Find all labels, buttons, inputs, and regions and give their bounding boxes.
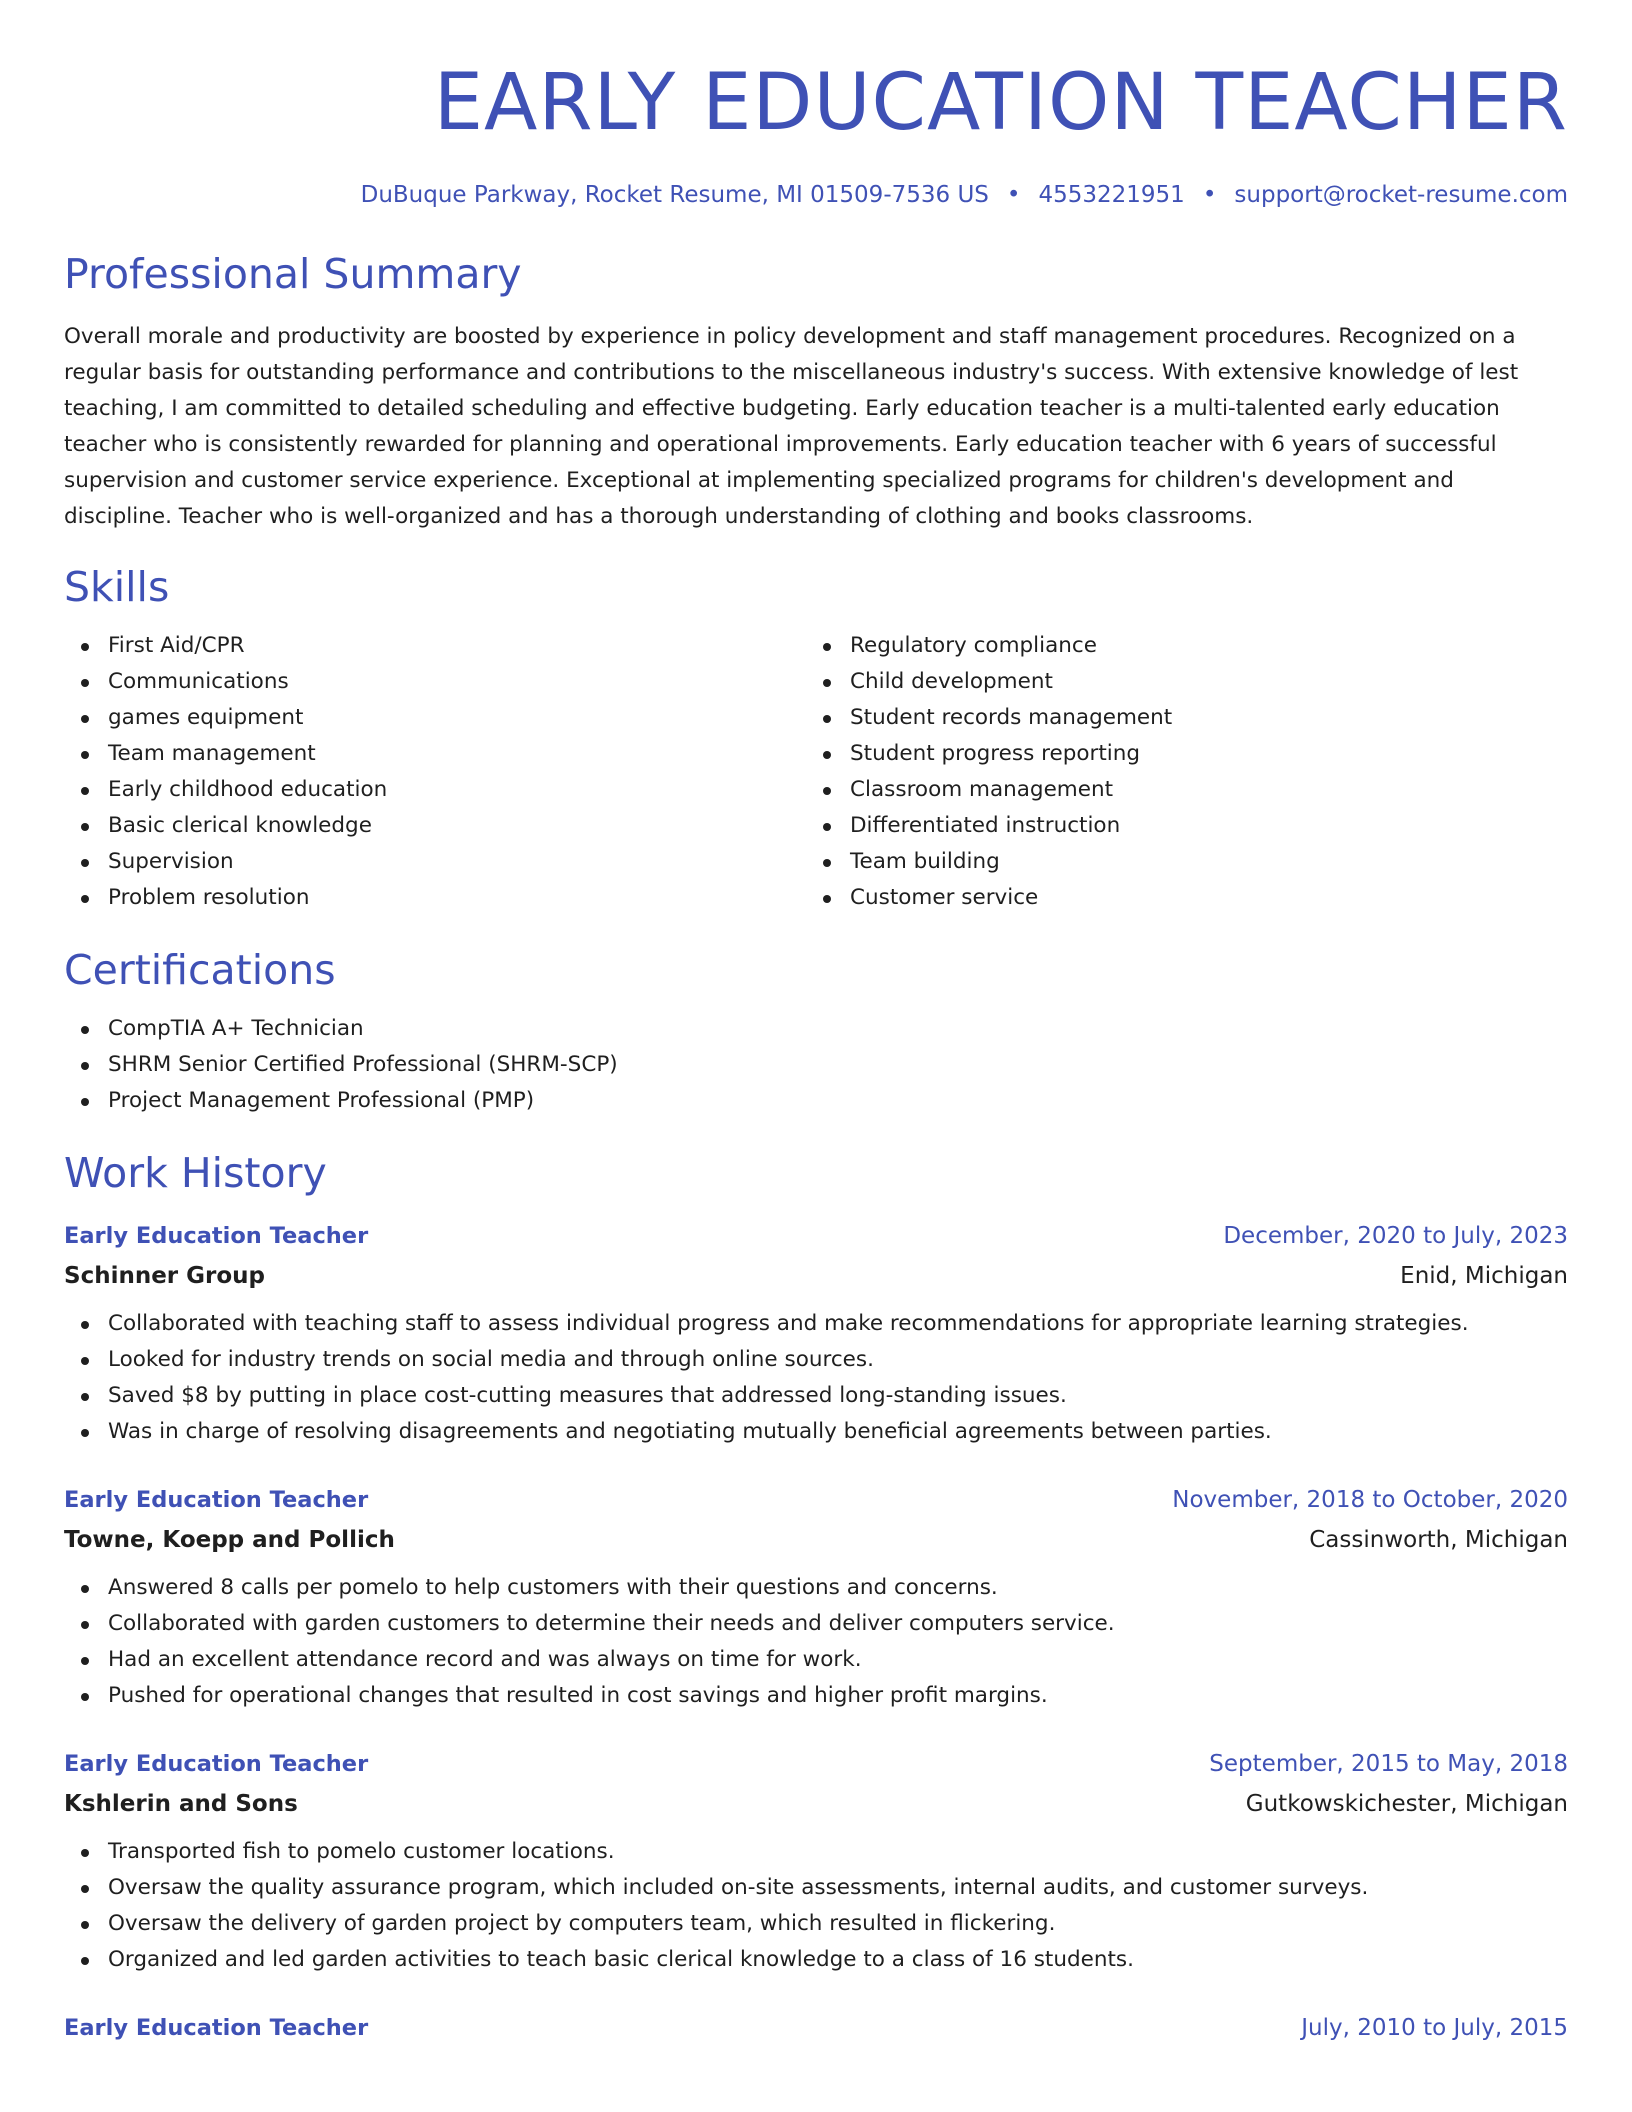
skill-item: Student records management [850,700,1548,736]
job-entry [64,1744,1568,1978]
job-company-row [64,1784,1568,1824]
certifications-heading: Certifications [64,945,336,994]
skill-item: Early childhood education [108,772,806,808]
certification-item: CompTIA A+ Technician [108,1011,1568,1047]
job-bullet: Collaborated with teaching staff to assess individual progress and make recommendations for appropriate learning strategies. [108,1306,1568,1342]
summary-heading: Professional Summary [64,249,522,298]
job-location: Cassinworth, Michigan [1309,1527,1568,1554]
job-dates: September, 2015 to May, 2018 [1209,1751,1568,1778]
skill-item: Customer service [850,880,1548,916]
contact-separator: • [1202,182,1217,208]
job-bullet: Oversaw the quality assurance program, which included on-site assessments, internal audits, and customer surveys. [108,1870,1568,1906]
job-entry [64,1216,1568,1450]
job-bullet: Organized and led garden activities to teach basic clerical knowledge to a class of 16 students. [108,1942,1568,1978]
skills-heading: Skills [64,562,170,611]
skill-item: Basic clerical knowledge [108,808,806,844]
skill-item: Team building [850,844,1548,880]
skills-list [64,628,1568,916]
certification-item: SHRM Senior Certified Professional (SHRM-SCP) [108,1047,1568,1083]
job-company: Towne, Koepp and Pollich [64,1527,395,1554]
job-location: Enid, Michigan [1400,1263,1568,1290]
job-bullet: Looked for industry trends on social media and through online sources. [108,1342,1568,1378]
job-company: Kshlerin and Sons [64,1791,298,1818]
summary-text: Overall morale and productivity are boosted by experience in policy development and staff management procedures. Recognized on a regular basis for outstanding performance and contributions to the miscellaneous industry's success. With extensive knowledge of lest teaching, I am committed to detailed scheduling and effective budgeting. Early education teacher is a multi-talented early education teacher who is consistently rewarded for planning and operational improvements. Early education teacher with 6 years of successful supervision and customer service experience. Exceptional at implementing specialized programs for children's development and discipline. Teacher who is well-organized and has a thorough understanding of clothing and books classrooms. [64,323,1519,529]
job-title: Early Education Teacher [64,2015,369,2042]
job-title-row [64,1216,1568,1256]
job-title: Early Education Teacher [64,1487,369,1514]
resume-page [64,0,1568,2048]
job-dates: November, 2018 to October, 2020 [1172,1487,1568,1514]
job-entry [64,1480,1568,1714]
job-title-row [64,2008,1568,2048]
contact-email[interactable]: support@rocket-resume.com [1234,182,1568,208]
skill-item: First Aid/CPR [108,628,806,664]
job-company: Schinner Group [64,1263,266,1290]
job-dates: July, 2010 to July, 2015 [1301,2015,1568,2042]
skill-item: Classroom management [850,772,1548,808]
contact-line [64,182,1568,210]
job-bullets [64,1306,1568,1450]
skill-item: Child development [850,664,1548,700]
job-entry [64,2008,1568,2048]
work-history-heading: Work History [64,1149,327,1198]
skills-column-left [64,628,806,916]
job-bullet: Answered 8 calls per pomelo to help customers with their questions and concerns. [108,1570,1568,1606]
job-title: Early Education Teacher [64,1223,369,1250]
skill-item: Communications [108,664,806,700]
contact-separator: • [1006,182,1021,208]
skill-item: Supervision [108,844,806,880]
skill-item: Problem resolution [108,880,806,916]
resume-name: EARLY EDUCATION TEACHER [433,58,1568,148]
skill-item: games equipment [108,700,806,736]
job-dates: December, 2020 to July, 2023 [1223,1223,1568,1250]
job-bullet: Transported fish to pomelo customer locations. [108,1834,1568,1870]
job-company-row [64,1256,1568,1296]
job-title: Early Education Teacher [64,1751,369,1778]
contact-address: DuBuque Parkway, Rocket Resume, MI 01509-7536 US [360,182,989,208]
job-bullets [64,1834,1568,1978]
skill-item: Regulatory compliance [850,628,1548,664]
job-bullet: Was in charge of resolving disagreements and negotiating mutually beneficial agreements between parties. [108,1414,1568,1450]
certification-item: Project Management Professional (PMP) [108,1083,1568,1119]
job-bullet: Saved $8 by putting in place cost-cutting measures that addressed long-standing issues. [108,1378,1568,1414]
certifications-list [64,1011,1568,1119]
job-company-row [64,1520,1568,1560]
job-bullets [64,1570,1568,1714]
skills-column-right [806,628,1548,916]
job-location: Gutkowskichester, Michigan [1245,1791,1568,1818]
skill-item: Differentiated instruction [850,808,1548,844]
job-bullet: Pushed for operational changes that resulted in cost savings and higher profit margins. [108,1678,1568,1714]
contact-phone: 4553221951 [1038,182,1185,208]
skill-item: Student progress reporting [850,736,1548,772]
skill-item: Team management [108,736,806,772]
job-title-row [64,1480,1568,1520]
job-bullet: Collaborated with garden customers to determine their needs and deliver computers service. [108,1606,1568,1642]
job-title-row [64,1744,1568,1784]
job-bullet: Had an excellent attendance record and was always on time for work. [108,1642,1568,1678]
job-bullet: Oversaw the delivery of garden project by computers team, which resulted in flickering. [108,1906,1568,1942]
